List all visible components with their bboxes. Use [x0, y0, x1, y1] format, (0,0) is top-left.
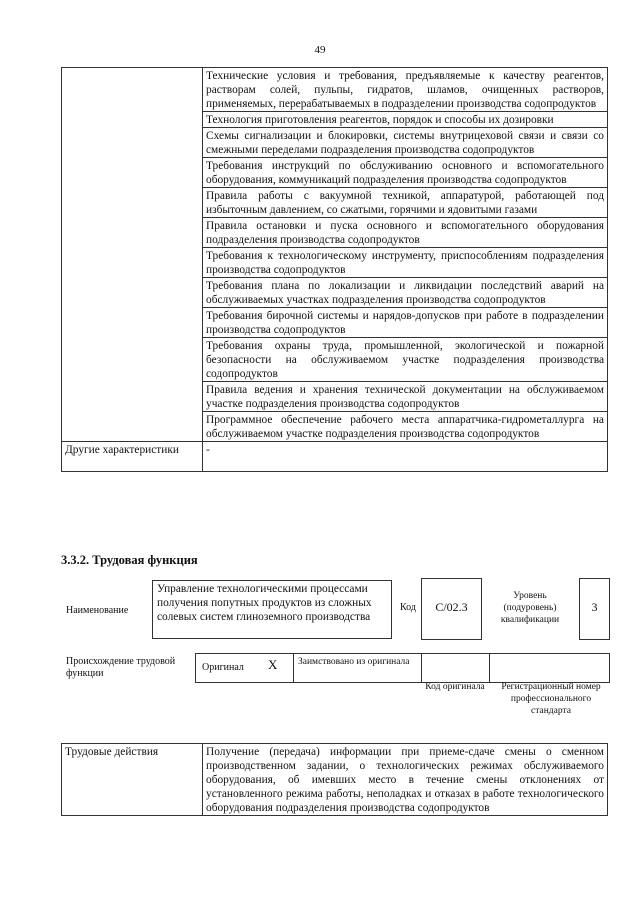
original-code-label: Код оригинала — [425, 682, 485, 692]
name-label: Наименование — [66, 605, 129, 616]
table-row — [62, 442, 608, 472]
code-value-box: C/02.3 — [421, 578, 482, 640]
knowledge-item: Требования плана по локализации и ликвидации последствий аварий на обслуживаемых участках подразделения производства содопродуктов — [203, 278, 608, 308]
knowledge-item: Правила работы с вакуумной техникой, аппаратурой, работающей под избыточным давлением, со сжатыми, горячими и ядовитыми газами — [203, 188, 608, 218]
origin-row — [195, 653, 610, 683]
knowledge-item: Правила ведения и хранения технической документации на обслуживаемом участке подразделения производства содопродуктов — [203, 382, 608, 412]
knowledge-item: Требования инструкций по обслуживанию основного и вспомогательного оборудования, коммуникаций подразделения производства содопродуктов — [203, 158, 608, 188]
actions-label: Трудовые действия — [62, 744, 203, 816]
knowledge-item: Правила остановки и пуска основного и вспомогательного оборудования подразделения производства содопродуктов — [203, 218, 608, 248]
reg-number-label: Регистрационный номер профессионального стандарта — [501, 682, 601, 716]
knowledge-item: Программное обеспечение рабочего места аппаратчика-гидрометаллурга на обслуживаемом участке подразделения производства содопродуктов — [203, 412, 608, 442]
other-characteristics-value: - — [203, 442, 608, 472]
knowledge-item: Технические условия и требования, предъявляемые к качеству реагентов, растворам солей, пульпы, гидратов, шламов, очищенных растворов, применяемых, перерабатываемых в подразделении производства содопродуктов — [203, 68, 608, 112]
origin-label: Происхождение трудовой функции — [66, 656, 176, 679]
knowledge-table — [61, 67, 608, 472]
reg-number-cell — [490, 654, 609, 682]
knowledge-item: Требования охраны труда, промышленной, экологической и пожарной безопасности на обслуживаемом участке подразделения производства содопродуктов — [203, 338, 608, 382]
page-number: 49 — [314, 44, 326, 56]
borrowed-label: Заимствовано из оригинала — [298, 657, 410, 667]
table-row — [62, 68, 608, 112]
other-characteristics-label: Другие характеристики — [62, 442, 203, 472]
borrowed-cell — [294, 654, 422, 682]
actions-value: Получение (передача) информации при приеме-сдаче смены о сменном производственном задании, о технологических режимах обслуживаемого оборудования, об имевших место в течение смены отклонениях от установленного режима работы, неполадках и отказах в работе технологического оборудования подразделения производства содопродуктов — [203, 744, 608, 816]
knowledge-item: Требования к технологическому инструменту, приспособлениям подразделения производства содопродуктов — [203, 248, 608, 278]
knowledge-item: Требования бирочной системы и нарядов-допусков при работе в подразделении производства содопродуктов — [203, 308, 608, 338]
section-heading: 3.3.2. Трудовая функция — [61, 553, 198, 567]
original-code-cell — [422, 654, 490, 682]
original-cell — [196, 654, 294, 682]
knowledge-item: Технология приготовления реагентов, порядок и способы их дозировки — [203, 112, 608, 128]
original-mark: X — [268, 657, 278, 672]
code-label: Код — [400, 602, 416, 613]
table-row — [62, 744, 608, 816]
actions-table — [61, 743, 608, 816]
function-name-box: Управление технологическими процессами получения попутных продуктов из сложных солевых систем глиноземного производства — [152, 580, 392, 639]
knowledge-item: Схемы сигнализации и блокировки, системы внутрицеховой связи и связи со смежными переделами подразделения производства содопродуктов — [203, 128, 608, 158]
level-value-box: 3 — [579, 578, 610, 640]
level-label: Уровень (подуровень) квалификации — [500, 591, 560, 625]
knowledge-label-cell — [62, 68, 203, 442]
original-label: Оригинал — [202, 662, 244, 673]
